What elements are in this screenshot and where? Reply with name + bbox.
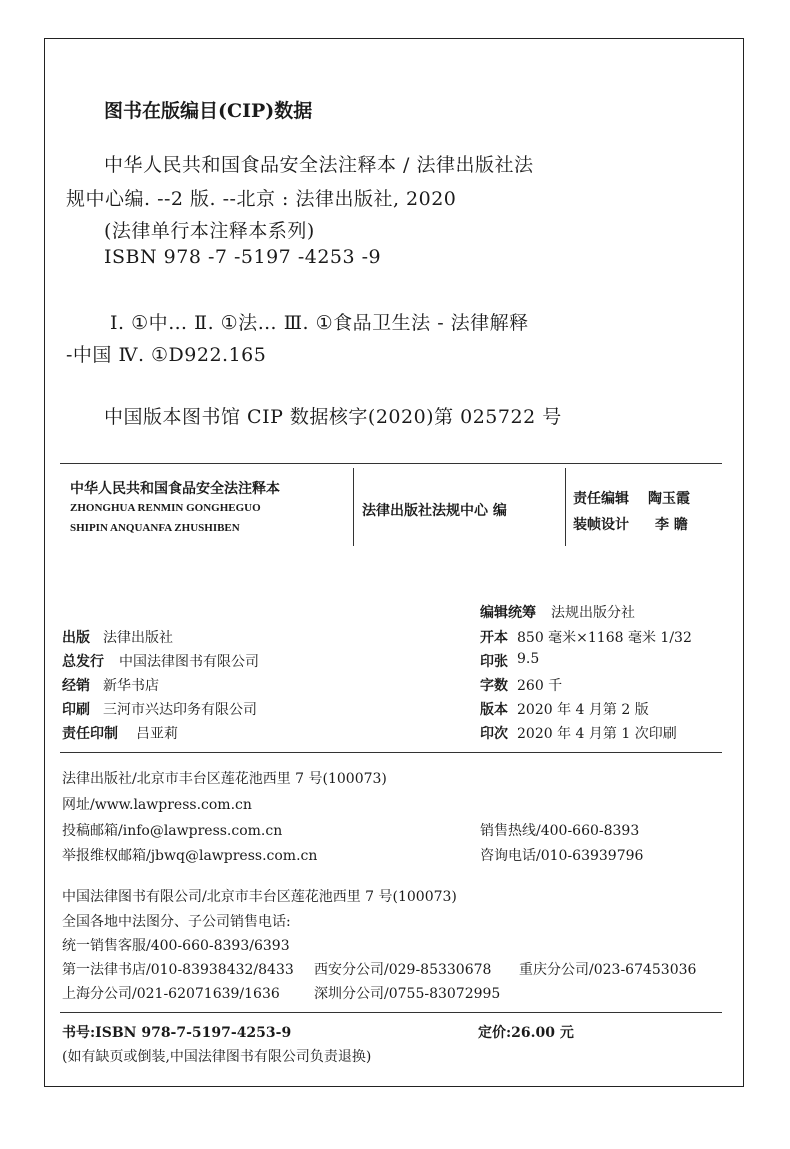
shanghai-branch: 上海分公司/021-62071639/1636 xyxy=(62,986,280,1002)
divider xyxy=(60,1012,722,1013)
branches-heading: 全国各地中法图分、子公司销售电话: xyxy=(62,914,291,930)
pub-right-value: 260 千 xyxy=(517,678,563,694)
return-notice: (如有缺页或倒装,中国法律图书有限公司负责退换) xyxy=(62,1049,372,1065)
customer-service: 统一销售客服/400-660-8393/6393 xyxy=(62,938,290,954)
pub-left-value: 法律出版社 xyxy=(103,630,173,646)
pub-right-value: 9.5 xyxy=(517,651,540,667)
pub-left-label: 经销 xyxy=(62,678,90,694)
pub-right-label: 印次 xyxy=(480,726,508,742)
divider xyxy=(60,752,722,753)
cip-record-number: 中国版本图书馆 CIP 数据核字(2020)第 025722 号 xyxy=(104,406,562,428)
report-email: 举报维权邮箱/jbwq@lawpress.com.cn xyxy=(62,848,318,864)
resp-editor-label: 责任编辑 xyxy=(573,491,629,507)
sales-hotline: 销售热线/400-660-8393 xyxy=(480,823,640,839)
designer: 李 瞻 xyxy=(655,517,688,533)
book-title-pinyin-2: SHIPIN ANQUANFA ZHUSHIBEN xyxy=(70,522,240,534)
shenzhen-branch: 深圳分公司/0755-83072995 xyxy=(314,986,501,1002)
first-law-bookstore: 第一法律书店/010-83938432/8433 xyxy=(62,962,294,978)
pub-left-label: 出版 xyxy=(62,630,90,646)
publisher-website: 网址/www.lawpress.com.cn xyxy=(62,797,252,813)
pub-left-value: 三河市兴达印务有限公司 xyxy=(103,702,257,718)
cip-classification-1: Ⅰ. ①中… Ⅱ. ①法… Ⅲ. ①食品卫生法 - 法律解释 xyxy=(110,312,529,334)
pub-right-value: 2020 年 4 月第 2 版 xyxy=(517,702,649,718)
book-editor: 法律出版社法规中心 编 xyxy=(362,503,507,519)
pub-left-value: 新华书店 xyxy=(103,678,159,694)
pub-right-value: 法规出版分社 xyxy=(551,605,635,621)
cip-heading: 图书在版编目(CIP)数据 xyxy=(104,100,313,122)
divider xyxy=(565,468,566,546)
pub-right-label: 印张 xyxy=(480,654,508,670)
divider xyxy=(60,463,722,464)
pub-right-value: 850 毫米×1168 毫米 1/32 xyxy=(517,630,692,646)
cip-isbn: ISBN 978 -7 -5197 -4253 -9 xyxy=(104,246,382,268)
chongqing-branch: 重庆分公司/023-67453036 xyxy=(519,962,697,978)
pub-right-label: 编辑统筹 xyxy=(480,605,536,621)
book-title-cn: 中华人民共和国食品安全法注释本 xyxy=(70,481,280,497)
pub-left-label: 总发行 xyxy=(62,654,104,670)
pub-left-label: 责任印制 xyxy=(62,726,118,742)
pub-right-value: 2020 年 4 月第 1 次印刷 xyxy=(517,726,677,742)
xian-branch: 西安分公司/029-85330678 xyxy=(314,962,492,978)
submission-email: 投稿邮箱/info@lawpress.com.cn xyxy=(62,823,283,839)
book-title-pinyin-1: ZHONGHUA RENMIN GONGHEGUO xyxy=(70,502,261,514)
pub-left-label: 印刷 xyxy=(62,702,90,718)
inquiry-phone: 咨询电话/010-63939796 xyxy=(480,848,644,864)
resp-editor: 陶玉霞 xyxy=(648,491,690,507)
pub-right-label: 开本 xyxy=(480,630,508,646)
publisher-address: 法律出版社/北京市丰台区莲花池西里 7 号(100073) xyxy=(62,771,387,787)
pub-left-value: 中国法律图书有限公司 xyxy=(119,654,259,670)
book-number: 书号:ISBN 978-7-5197-4253-9 xyxy=(62,1025,292,1041)
cip-line-1: 中华人民共和国食品安全法注释本 / 法律出版社法 xyxy=(104,154,534,176)
distributor-address: 中国法律图书有限公司/北京市丰台区莲花池西里 7 号(100073) xyxy=(62,889,457,905)
pub-right-label: 字数 xyxy=(480,678,508,694)
pub-right-label: 版本 xyxy=(480,702,508,718)
cip-line-3: (法律单行本注释本系列) xyxy=(104,220,315,242)
divider xyxy=(353,468,354,546)
cip-line-2: 规中心编. --2 版. --北京 : 法律出版社, 2020 xyxy=(66,188,457,210)
pub-left-value: 吕亚莉 xyxy=(136,726,178,742)
price: 定价:26.00 元 xyxy=(478,1025,574,1041)
design-label: 装帧设计 xyxy=(573,517,629,533)
cip-classification-2: -中国 Ⅳ. ①D922.165 xyxy=(66,344,267,366)
